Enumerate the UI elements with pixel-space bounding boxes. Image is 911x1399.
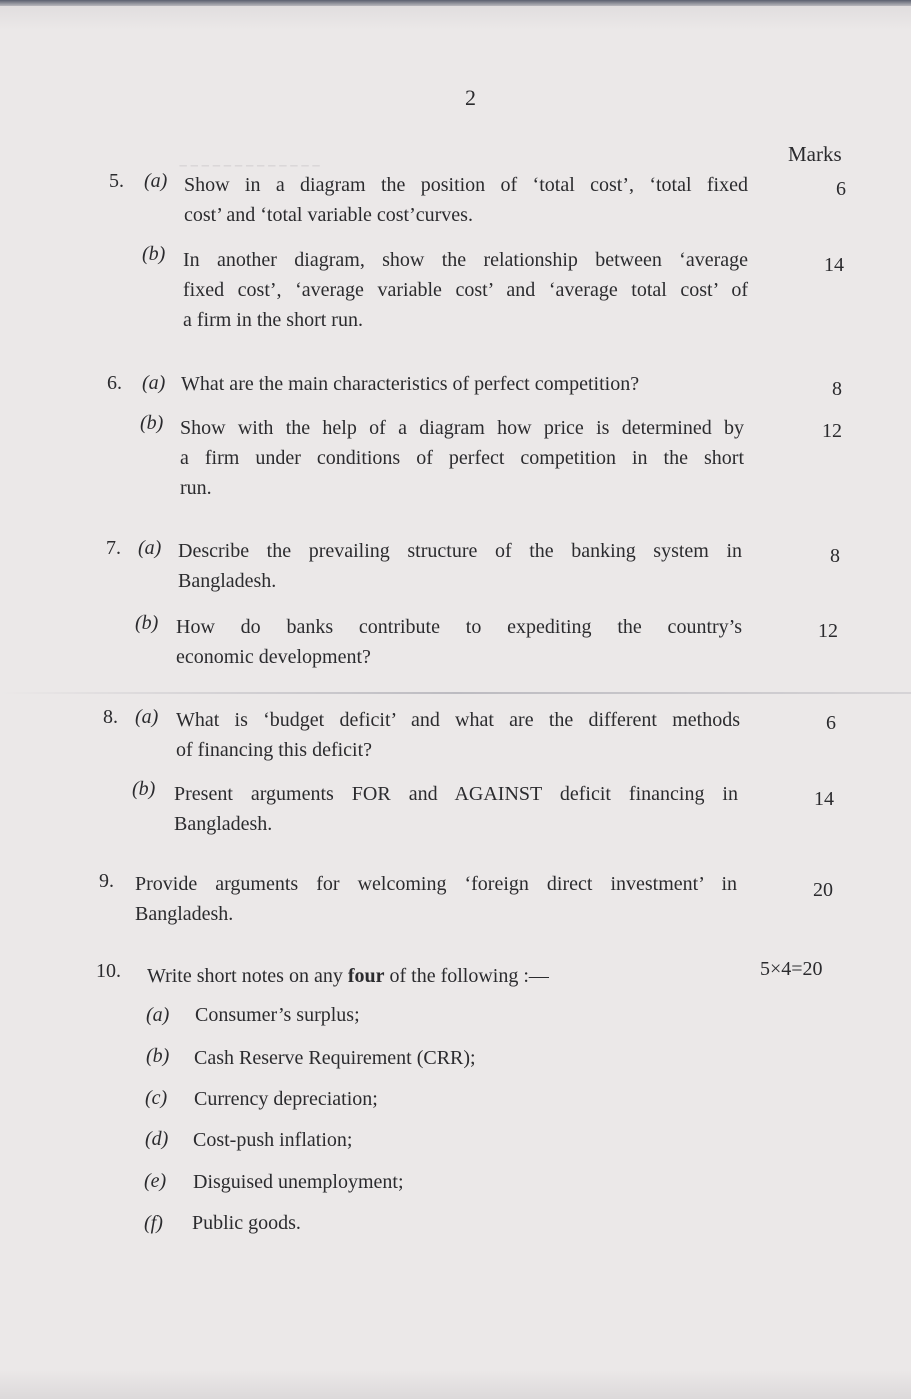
question-number: 5. (109, 170, 124, 192)
question-text (176, 612, 742, 672)
text-line: a firm in the short run. (183, 309, 363, 331)
top-edge (0, 0, 911, 6)
marks-column-header: Marks (788, 142, 842, 166)
item-text: Disguised unemployment; (193, 1171, 404, 1193)
marks-value: 6 (836, 178, 846, 200)
text-line: Bangladesh. (174, 813, 273, 835)
marks-value: 8 (832, 378, 842, 400)
text-line: What are the main characteristics of perfect competition? (181, 373, 640, 395)
question-number: 10. (96, 960, 121, 982)
part-label: (a) (135, 706, 159, 728)
marks-value: 14 (814, 788, 834, 810)
question-text (180, 413, 744, 503)
item-label: (d) (145, 1128, 169, 1150)
question-text (135, 869, 737, 929)
text-line: How do banks contribute to expediting the country’s (176, 616, 742, 638)
text-line: What is ‘budget deficit’ and what are the different methods (176, 709, 740, 731)
item-label: (b) (146, 1045, 170, 1067)
question-text (184, 170, 748, 230)
text-line: fixed cost’, ‘average variable cost’ and ‘average total cost’ of (183, 279, 748, 301)
text-line: Bangladesh. (178, 570, 277, 592)
part-label: (a) (138, 537, 162, 559)
text-line: Describe the prevailing structure of the banking system in (178, 540, 742, 562)
marks-value: 12 (818, 620, 838, 642)
item-text: Cash Reserve Requirement (CRR); (194, 1047, 476, 1069)
text-line: In another diagram, show the relationship between ‘average (183, 249, 748, 271)
item-text: Public goods. (192, 1212, 301, 1234)
question-number: 9. (99, 870, 114, 892)
bleed-through: ‾ ‾ ‾ ‾ ‾ ‾ ‾ ‾ ‾ ‾ ‾ ‾ ‾ (180, 146, 320, 167)
item-label: (c) (145, 1087, 168, 1109)
question-text (181, 369, 639, 399)
part-label: (a) (144, 170, 168, 192)
text-line: a firm under conditions of perfect competition in the short (180, 447, 744, 469)
text-line: cost’ and ‘total variable cost’curves. (184, 204, 473, 226)
part-label: (b) (135, 612, 159, 634)
item-text: Consumer’s surplus; (195, 1004, 360, 1026)
marks-value: 20 (813, 879, 833, 901)
question-text (178, 536, 742, 596)
item-text: Cost-push inflation; (193, 1129, 353, 1151)
part-label: (b) (142, 243, 166, 265)
question-number: 6. (107, 372, 122, 394)
text-line: Bangladesh. (135, 903, 234, 925)
marks-value: 5×4=20 (760, 958, 823, 980)
text-line: Provide arguments for welcoming ‘foreign direct investment’ in (135, 873, 737, 895)
text-line: economic development? (176, 646, 371, 668)
part-label: (b) (132, 778, 156, 800)
marks-value: 14 (824, 254, 844, 276)
part-label: (a) (142, 372, 166, 394)
question-text (176, 705, 740, 765)
question-text (183, 245, 748, 335)
page-number: 2 (465, 85, 476, 110)
item-label: (f) (144, 1212, 163, 1234)
question-text (174, 779, 738, 839)
question-text: Write short notes on any four of the following :— (147, 965, 549, 987)
part-label: (b) (140, 412, 164, 434)
text-line: run. (180, 477, 212, 499)
item-label: (a) (146, 1004, 170, 1026)
text-line: Show with the help of a diagram how price is determined by (180, 417, 744, 439)
item-label: (e) (144, 1170, 167, 1192)
marks-value: 6 (826, 712, 836, 734)
paper-fold-crease (0, 692, 911, 694)
text-line: Show in a diagram the position of ‘total cost’, ‘total fixed (184, 174, 748, 196)
item-text: Currency depreciation; (194, 1088, 378, 1110)
question-number: 8. (103, 706, 118, 728)
emphasis-text: four (347, 965, 385, 987)
marks-value: 8 (830, 545, 840, 567)
question-number: 7. (106, 537, 121, 559)
text-line: of financing this deficit? (176, 739, 373, 761)
marks-value: 12 (822, 420, 842, 442)
text-line: Present arguments FOR and AGAINST deficit financing in (174, 783, 738, 805)
